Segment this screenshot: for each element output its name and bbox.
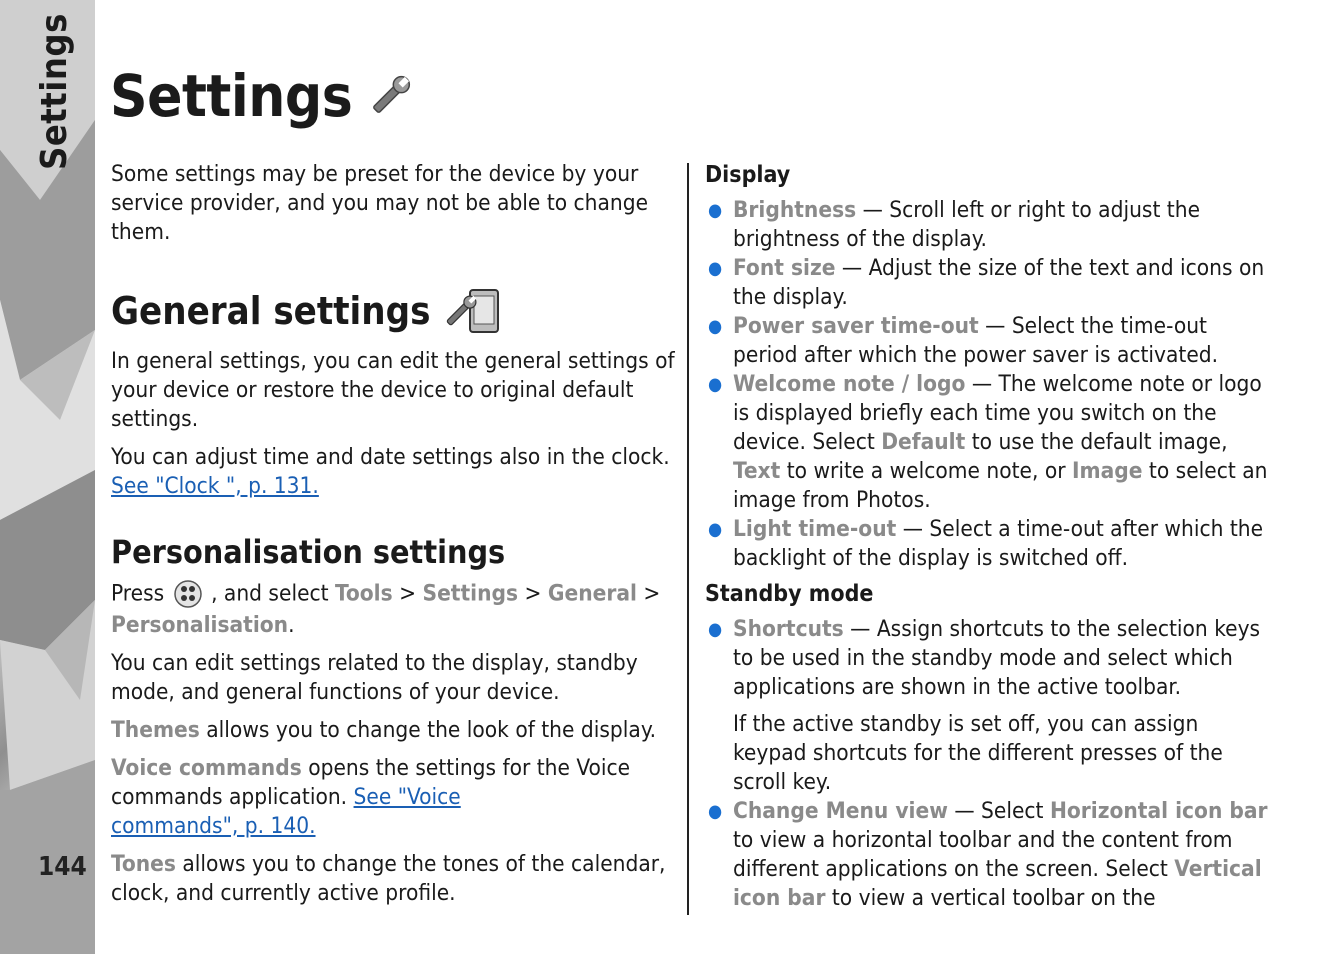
light-timeout-keyword: Light time-out (733, 516, 897, 542)
welcome-text: to select an image from Photos. (733, 458, 1268, 513)
tones-keyword: Tones (111, 851, 176, 877)
edit-paragraph: You can edit settings related to the display, standby mode, and general functions of your device. (111, 650, 638, 705)
general-settings-heading (111, 285, 676, 337)
welcome-note-keyword: Welcome note / logo (733, 371, 966, 397)
list-item (705, 196, 1270, 254)
voice-link-continued[interactable]: commands", p. 140. (111, 813, 316, 839)
tones-paragraph (111, 850, 676, 908)
press-paragraph (111, 577, 676, 640)
press-text: Press (111, 580, 165, 607)
voice-text: opens the settings for the Voice commands application. (111, 755, 631, 810)
page-title (110, 62, 414, 130)
list-item (705, 515, 1270, 573)
path-general: General (547, 580, 637, 607)
chapter-sidebar (0, 0, 95, 954)
list-item (705, 370, 1270, 515)
display-heading: Display (705, 162, 791, 188)
shortcuts-text: — Assign shortcuts to the selection keys to be used in the standby mode and select which applications are shown in the active toolbar. (733, 616, 1261, 700)
voice-commands-keyword: Voice commands (111, 755, 302, 781)
wrench-icon (366, 72, 414, 120)
bullet-icon: ● (708, 316, 723, 337)
default-keyword: Default (881, 429, 966, 455)
text-keyword: Text (733, 458, 781, 484)
horizontal-icon-bar-keyword: Horizontal icon bar (1049, 798, 1268, 824)
list-item (705, 615, 1270, 702)
vertical-icon-bar-keyword: Vertical icon bar (733, 856, 1262, 911)
light-timeout-text: — Select a time-out after which the backlight of the display is switched off. (733, 516, 1264, 571)
brightness-keyword: Brightness (733, 197, 857, 223)
display-list (705, 196, 1270, 573)
welcome-text: to use the default image, (971, 429, 1228, 455)
period: . (288, 612, 295, 638)
themes-keyword: Themes (111, 717, 200, 743)
list-item (705, 312, 1270, 370)
tones-text: allows you to change the tones of the calendar, clock, and currently active profile. (111, 851, 666, 906)
path-settings: Settings (422, 580, 519, 607)
shortcuts-subparagraph: If the active standby is set off, you can assign keypad shortcuts for the different presses of the scroll key. (733, 711, 1223, 795)
path-separator: > (399, 580, 417, 607)
voice-paragraph (111, 754, 676, 841)
standby-list (705, 615, 1270, 702)
chapter-section-label: Settings (34, 13, 75, 170)
welcome-text: to write a welcome note, or (786, 458, 1066, 484)
image-keyword: Image (1071, 458, 1143, 484)
right-column (705, 160, 1270, 919)
general-settings-heading-text: General settings (111, 289, 431, 333)
bullet-icon: ● (708, 200, 723, 221)
clock-link[interactable]: See "Clock ", p. 131. (111, 473, 319, 499)
bullet-icon: ● (708, 258, 723, 279)
and-select-text: , and select (211, 580, 329, 607)
list-item (705, 254, 1270, 312)
personalisation-heading: Personalisation settings (111, 533, 506, 571)
font-size-keyword: Font size (733, 255, 836, 281)
voice-link[interactable]: See "Voice (353, 784, 461, 810)
menu-text: to view a vertical toolbar on the (831, 885, 1156, 911)
standby-heading: Standby mode (705, 581, 874, 607)
page-title-text: Settings (110, 62, 353, 130)
menu-text: to view a horizontal toolbar and the content from different applications on the screen. Select (733, 827, 1233, 882)
change-menu-view-keyword: Change Menu view (733, 798, 948, 824)
general-settings-icon (444, 288, 502, 334)
brightness-text: — Scroll left or right to adjust the brightness of the display. (733, 197, 1201, 252)
bullet-icon: ● (708, 619, 723, 640)
shortcuts-keyword: Shortcuts (733, 616, 844, 642)
standby-list-continued (705, 797, 1270, 913)
column-divider (687, 163, 689, 915)
path-separator: > (643, 580, 661, 607)
path-personalisation: Personalisation (111, 612, 289, 638)
general-settings-paragraph: In general settings, you can edit the general settings of your device or restore the device to original default settings. (111, 348, 675, 432)
menu-text: — Select (954, 798, 1044, 824)
left-column (111, 160, 676, 917)
bullet-icon: ● (708, 374, 723, 395)
path-tools: Tools (335, 580, 393, 607)
bullet-icon: ● (708, 519, 723, 540)
intro-paragraph: Some settings may be preset for the device by your service provider, and you may not be able to change them. (111, 161, 649, 245)
power-saver-text: — Select the time-out period after which the power saver is activated. (733, 313, 1219, 368)
welcome-text: — The welcome note or logo is displayed briefly each time you switch on the device. Select (733, 371, 1262, 455)
themes-paragraph (111, 716, 676, 745)
clock-text: You can adjust time and date settings also in the clock. (111, 444, 670, 470)
page-number: 144 (38, 852, 87, 882)
power-saver-keyword: Power saver time-out (733, 313, 979, 339)
menu-key-icon (171, 577, 205, 611)
path-separator: > (524, 580, 542, 607)
list-item (705, 797, 1270, 913)
themes-text: allows you to change the look of the display. (206, 717, 657, 743)
clock-paragraph (111, 443, 676, 501)
bullet-icon: ● (708, 801, 723, 822)
font-size-text: — Adjust the size of the text and icons on the display. (733, 255, 1265, 310)
